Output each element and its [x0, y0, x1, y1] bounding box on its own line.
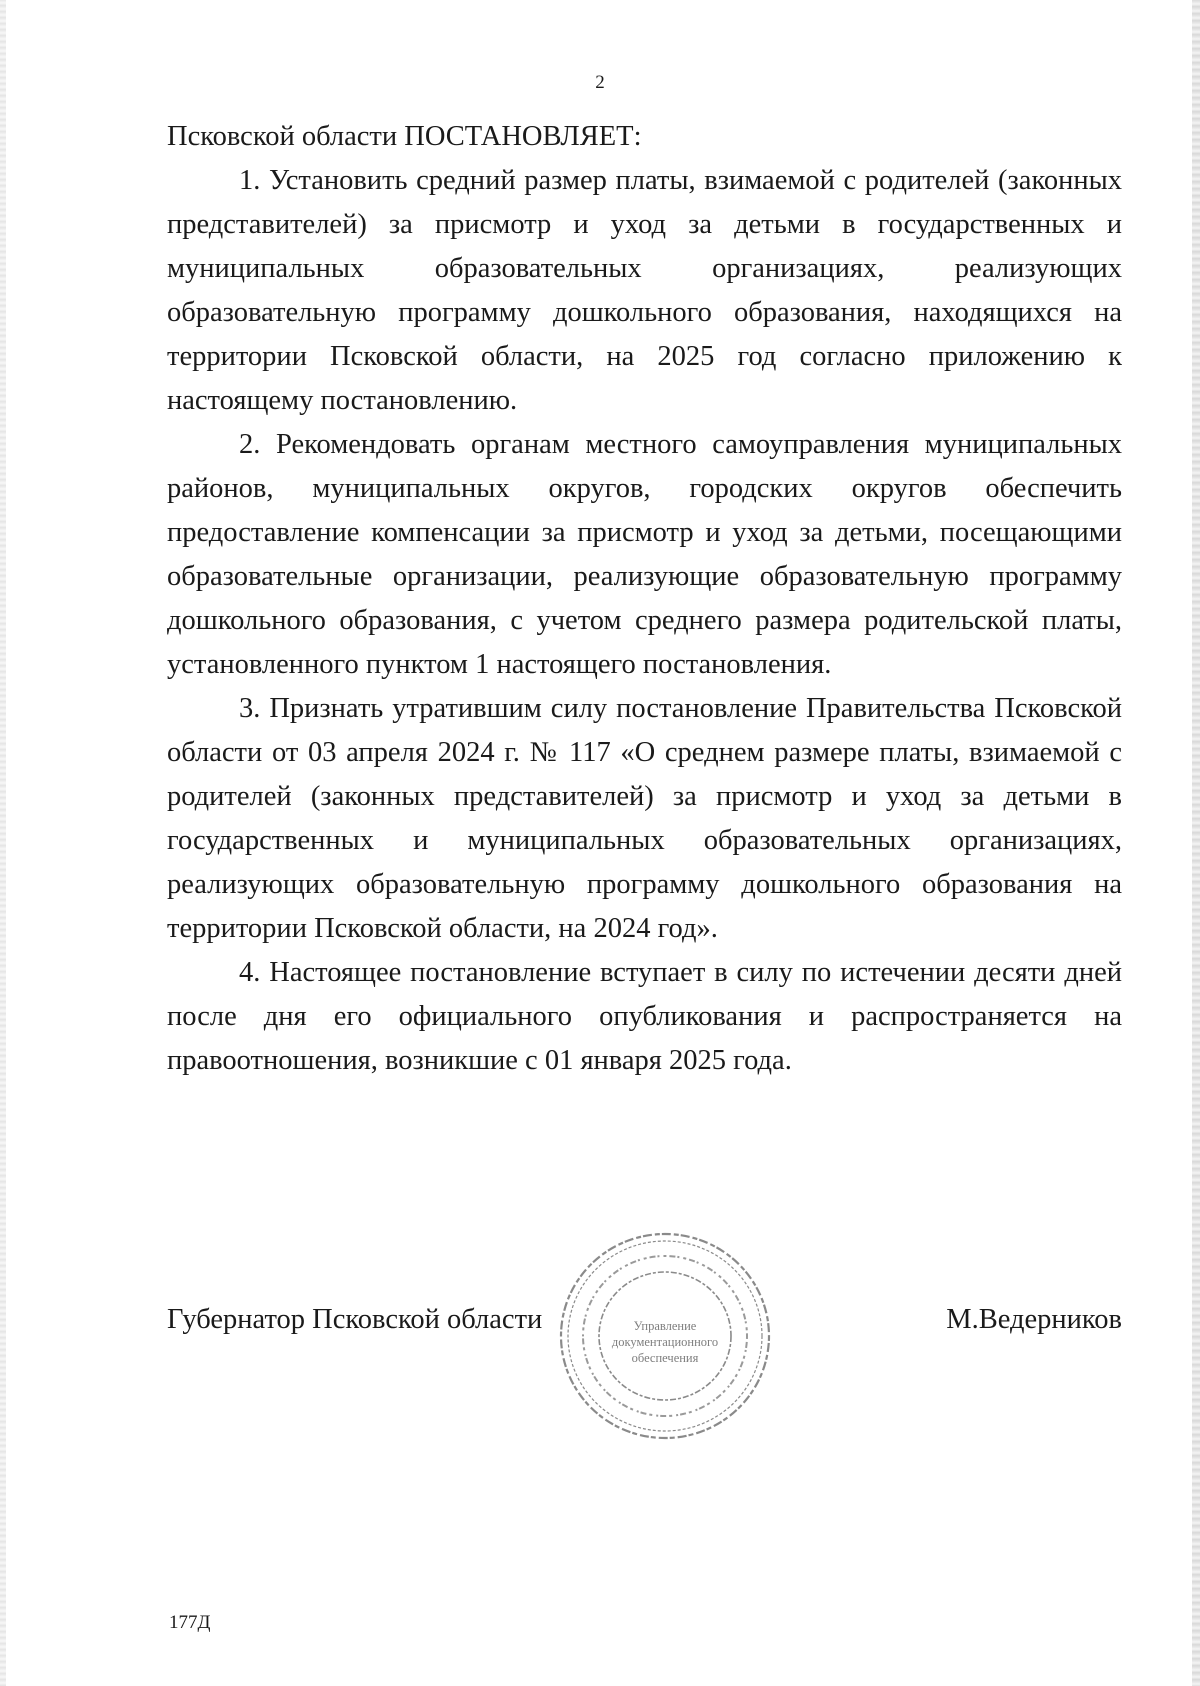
paragraph-2: 2. Рекомендовать органам местного самоуправления муниципальных районов, муниципальных округов, городских округов обеспечить предоставление компенсации за присмотр и уход за детьми, посещающими образовательные организации, реализующие образовательную программу дошкольного образования, с учетом среднего размера родительской платы, установленного пунктом 1 настоящего постановления.	[167, 429, 1122, 680]
document-code: 177Д	[169, 1612, 211, 1633]
page-number: 2	[595, 72, 605, 93]
scan-edge-left	[0, 0, 6, 1686]
paragraph-4: 4. Настоящее постановление вступает в силу по истечении десяти дней после дня его официального опубликования и распространяется на правоотношения, возникшие с 01 января 2025 года.	[167, 957, 1122, 1076]
paragraph-3: 3. Признать утратившим силу постановление Правительства Псковской области от 03 апреля 2024 г. № 117 «О среднем размере платы, взимаемой с родителей (законных представителей) за присмотр и уход за детьми в государственных и муниципальных образовательных организациях, реализующих образовательную программу дошкольного образования на территории Псковской области, на 2024 год».	[167, 693, 1122, 944]
resolution-body	[167, 115, 1122, 1083]
signatory-name: М.Ведерников	[946, 1304, 1122, 1335]
paragraph-1: 1. Установить средний размер платы, взимаемой с родителей (законных представителей) за присмотр и уход за детьми в государственных и муниципальных образовательных организациях, реализующих образовательную программу дошкольного образования, находящихся на территории Псковской области, на 2025 год согласно приложению к настоящему постановлению.	[167, 165, 1122, 416]
seal-inner-text-1: Управление	[633, 1319, 697, 1333]
resolution-lead-line: Псковской области ПОСТАНОВЛЯЕТ:	[167, 121, 642, 152]
scan-edge-right	[1192, 0, 1200, 1686]
signatory-position: Губернатор Псковской области	[167, 1304, 543, 1335]
official-seal-stamp	[553, 1225, 777, 1447]
seal-inner-text-3: обеспечения	[631, 1351, 699, 1365]
seal-inner-text-2: документационного	[611, 1335, 719, 1349]
